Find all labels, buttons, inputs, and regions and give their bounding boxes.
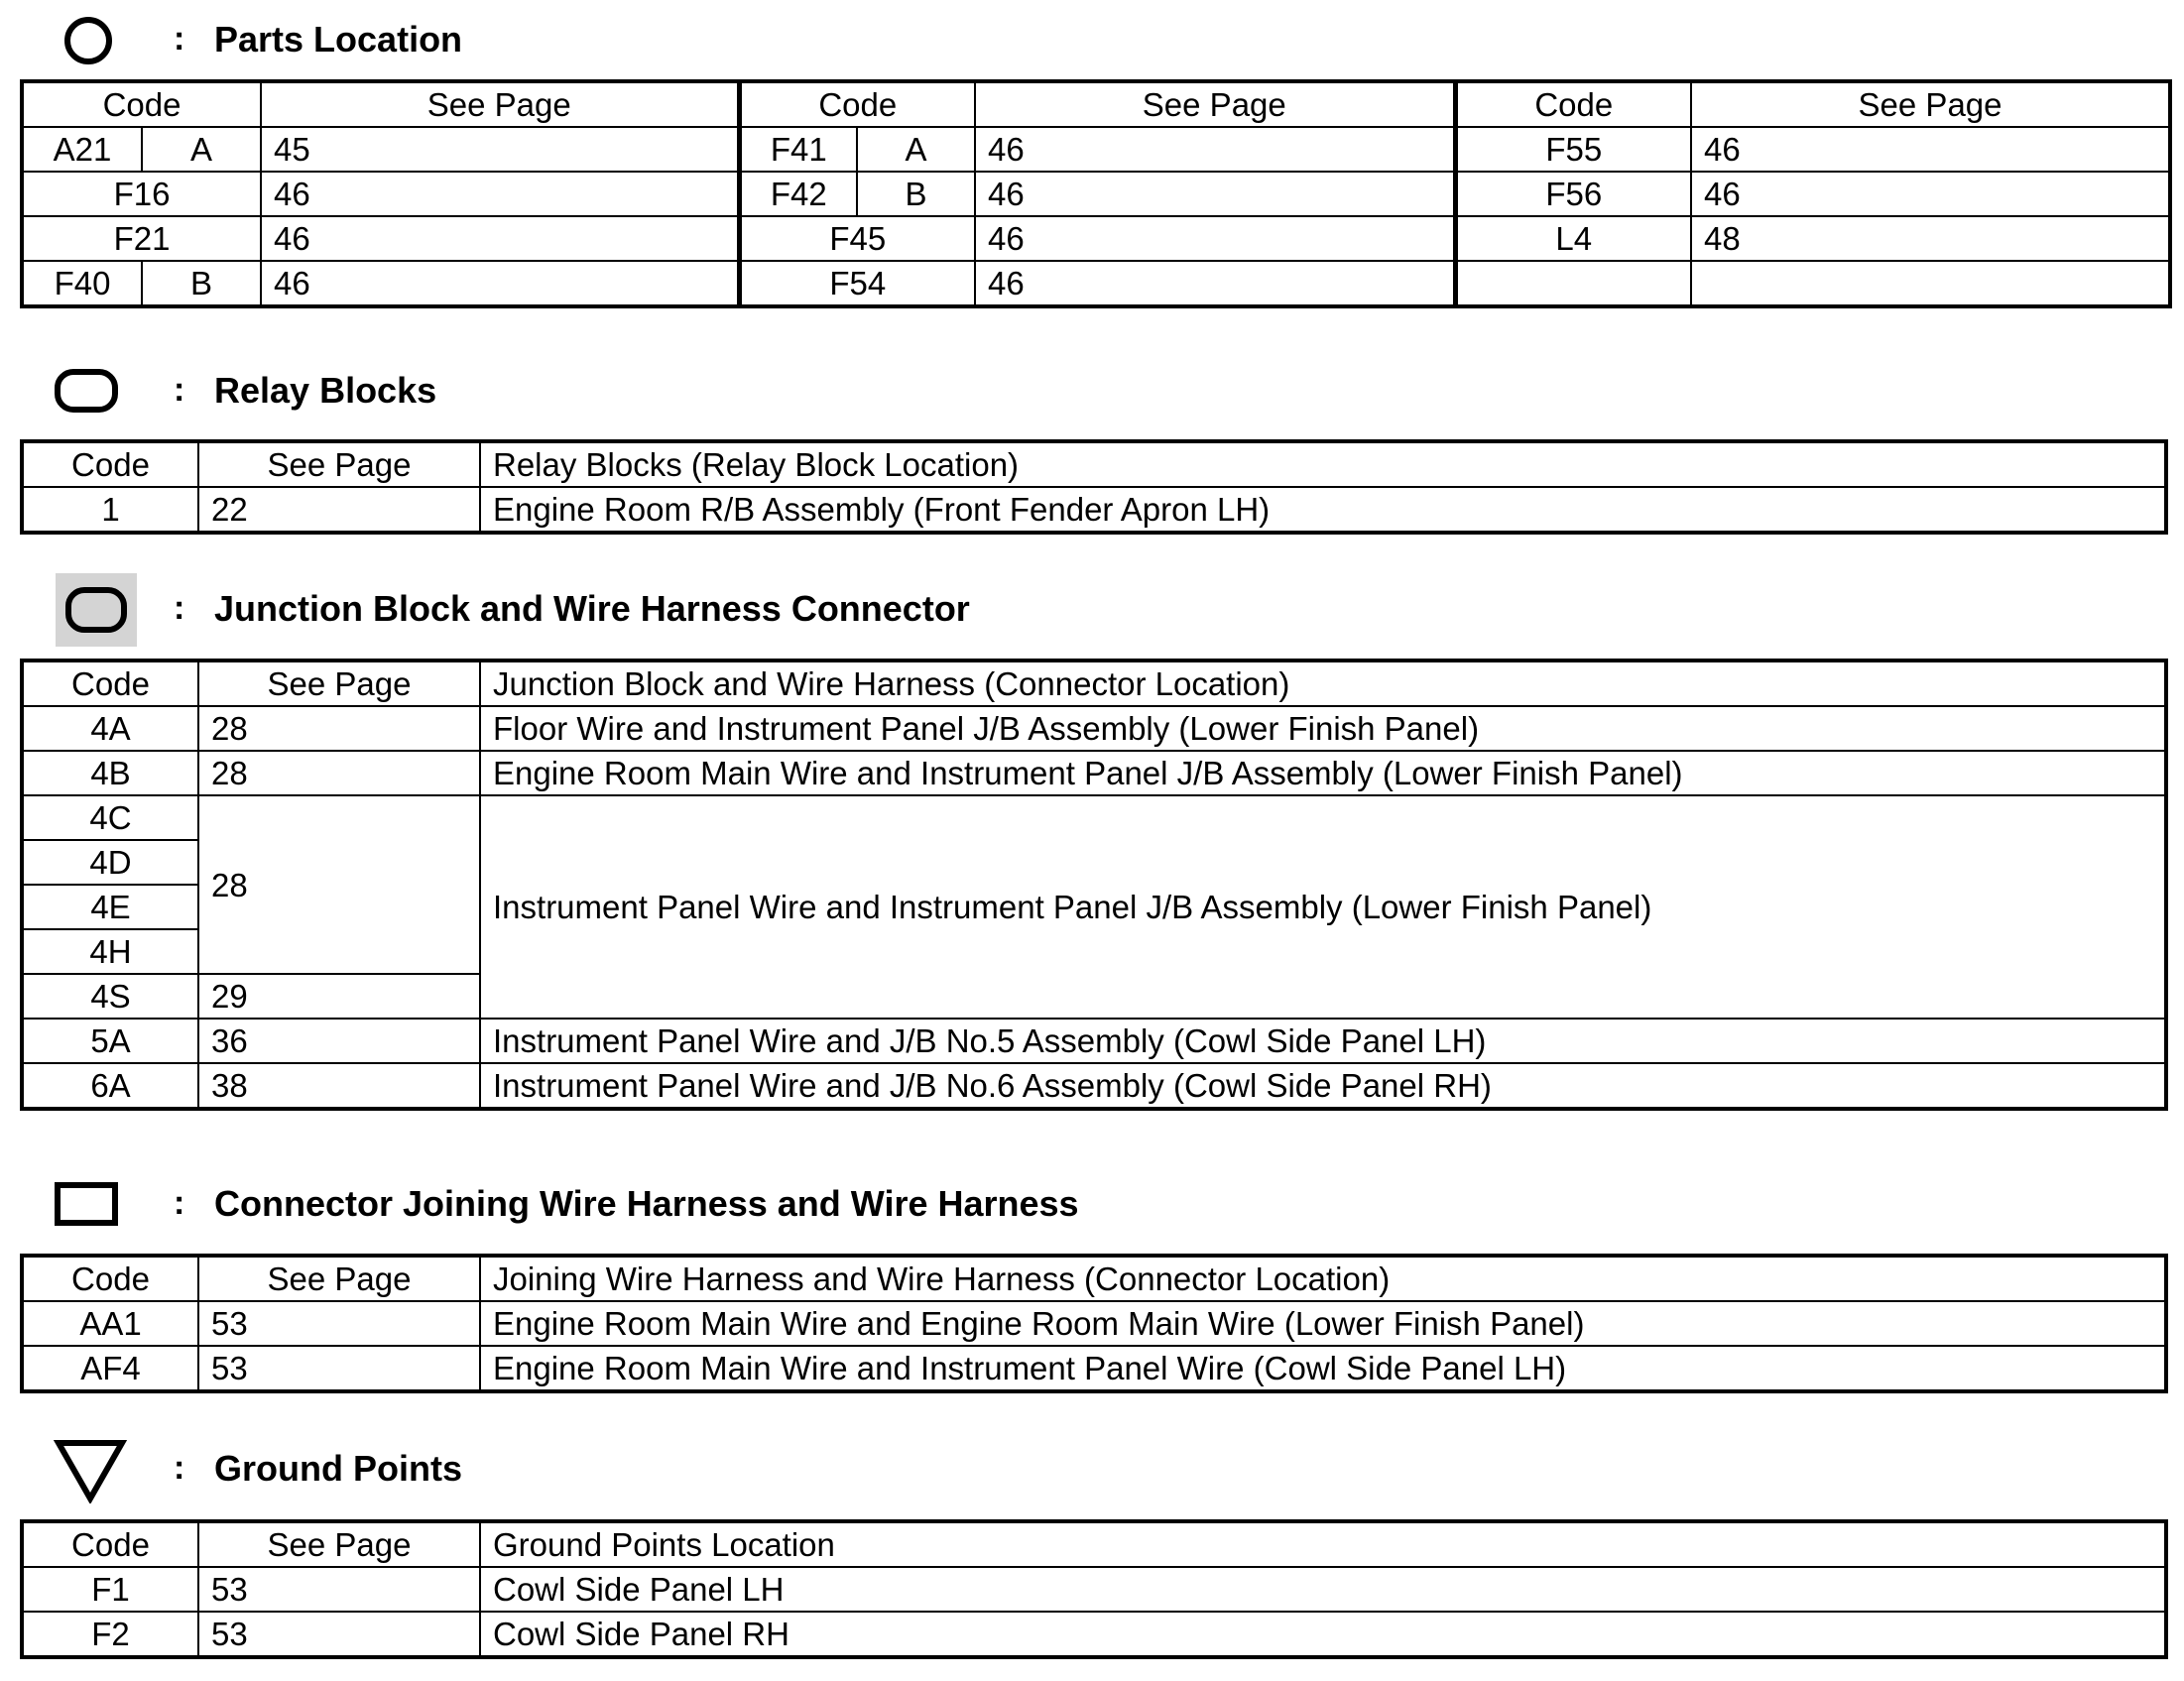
section-title: Connector Joining Wire Harness and Wire Harness [214,1183,1079,1224]
code-cell: F56 [1455,172,1691,216]
table-row [22,1567,2166,1612]
sub-code-cell: A [857,127,975,172]
page-cell: 53 [198,1301,480,1346]
page-cell: 38 [198,1063,480,1109]
header-see-page: See Page [198,441,480,487]
description-cell: Engine Room R/B Assembly (Front Fender Apron LH) [480,487,2166,533]
code-cell: 5A [22,1019,198,1063]
table-header-row [22,1256,2166,1301]
table-header-row [22,1521,2166,1567]
description-cell: Engine Room Main Wire and Engine Room Main Wire (Lower Finish Panel) [480,1301,2166,1346]
code-cell: AA1 [22,1301,198,1346]
rectangle-icon [54,1181,119,1227]
code-cell: F54 [739,261,975,306]
table-row [22,751,2166,795]
header-see-page: See Page [1691,81,2170,127]
table-header-row [22,441,2166,487]
page-cell: 46 [975,216,1455,261]
table-row [22,172,2170,216]
header-description: Junction Block and Wire Harness (Connector Location) [480,660,2166,706]
page-cell: 46 [975,127,1455,172]
parts-location-header [0,0,1389,79]
section-title: Parts Location [214,19,463,60]
description-cell: Cowl Side Panel RH [480,1612,2166,1657]
page-cell: 22 [198,487,480,533]
page-cell: 45 [261,127,739,172]
code-cell: 4D [22,840,198,885]
rounded-rectangle-icon [54,368,119,414]
code-cell [1455,261,1691,306]
section-colon: : [174,1184,185,1222]
code-cell: 1 [22,487,198,533]
shaded-rounded-rectangle-icon [56,573,137,647]
page-cell: 29 [198,974,480,1019]
header-description: Ground Points Location [480,1521,2166,1567]
description-cell: Instrument Panel Wire and Instrument Panel J/B Assembly (Lower Finish Panel) [480,795,2166,1019]
code-cell: F21 [22,216,261,261]
section-colon: : [174,20,185,58]
header-see-page: See Page [198,660,480,706]
circle-icon [61,14,115,67]
sub-code-cell: B [857,172,975,216]
table-row [22,1346,2166,1391]
page-cell: 46 [1691,172,2170,216]
table-row [22,795,2166,840]
connector-joining-header [0,1165,1389,1245]
table-row [22,127,2170,172]
page-cell: 46 [261,261,739,306]
code-cell: 4E [22,885,198,929]
table-header-row [22,81,2170,127]
triangle-down-icon [54,1438,127,1503]
header-see-page: See Page [198,1521,480,1567]
table-header-row [22,660,2166,706]
table-row [22,261,2170,306]
header-description: Joining Wire Harness and Wire Harness (Connector Location) [480,1256,2166,1301]
section-colon: : [174,589,185,627]
code-cell: F42 [739,172,857,216]
code-cell: F55 [1455,127,1691,172]
code-cell: 4C [22,795,198,840]
page-cell: 53 [198,1346,480,1391]
section-colon: : [174,1449,185,1487]
header-code: Code [22,1521,198,1567]
code-cell: 4S [22,974,198,1019]
description-cell: Cowl Side Panel LH [480,1567,2166,1612]
parts-location-table [20,79,2172,308]
code-cell: F40 [22,261,142,306]
code-cell: 4B [22,751,198,795]
code-cell: F1 [22,1567,198,1612]
ground-points-table [20,1519,2168,1659]
page-cell: 46 [261,172,739,216]
page-cell: 53 [198,1567,480,1612]
relay-blocks-table [20,439,2168,535]
description-cell: Engine Room Main Wire and Instrument Panel J/B Assembly (Lower Finish Panel) [480,751,2166,795]
header-code: Code [1455,81,1691,127]
page-cell: 46 [1691,127,2170,172]
sub-code-cell: B [142,261,261,306]
table-row [22,706,2166,751]
junction-block-header [0,570,1389,650]
description-cell: Engine Room Main Wire and Instrument Panel Wire (Cowl Side Panel LH) [480,1346,2166,1391]
page-cell: 36 [198,1019,480,1063]
relay-blocks-header [0,352,1389,431]
junction-block-table [20,659,2168,1111]
sub-code-cell: A [142,127,261,172]
table-row [22,1301,2166,1346]
page-cell: 28 [198,795,480,974]
header-see-page: See Page [198,1256,480,1301]
page-cell: 28 [198,706,480,751]
table-row [22,1612,2166,1657]
header-see-page: See Page [261,81,739,127]
section-title: Junction Block and Wire Harness Connector [214,588,970,629]
description-cell: Floor Wire and Instrument Panel J/B Assembly (Lower Finish Panel) [480,706,2166,751]
page-cell: 28 [198,751,480,795]
section-colon: : [174,371,185,409]
description-cell: Instrument Panel Wire and J/B No.6 Assembly (Cowl Side Panel RH) [480,1063,2166,1109]
header-code: Code [22,660,198,706]
description-cell: Instrument Panel Wire and J/B No.5 Assembly (Cowl Side Panel LH) [480,1019,2166,1063]
table-row [22,1063,2166,1109]
page-cell: 46 [975,172,1455,216]
code-cell: F45 [739,216,975,261]
page-cell: 46 [261,216,739,261]
section-title: Relay Blocks [214,370,437,411]
connector-joining-table [20,1254,2168,1393]
table-row [22,1019,2166,1063]
code-cell: F41 [739,127,857,172]
header-code: Code [22,81,261,127]
page-cell: 46 [975,261,1455,306]
header-code: Code [739,81,975,127]
header-description: Relay Blocks (Relay Block Location) [480,441,2166,487]
header-code: Code [22,1256,198,1301]
code-cell: 4A [22,706,198,751]
page-cell: 53 [198,1612,480,1657]
code-cell: L4 [1455,216,1691,261]
code-cell: 4H [22,929,198,974]
ground-points-header [0,1430,1389,1509]
section-title: Ground Points [214,1448,462,1489]
table-row [22,216,2170,261]
header-code: Code [22,441,198,487]
table-row [22,487,2166,533]
page-cell: 48 [1691,216,2170,261]
code-cell: A21 [22,127,142,172]
page-cell [1691,261,2170,306]
code-cell: F2 [22,1612,198,1657]
code-cell: AF4 [22,1346,198,1391]
header-see-page: See Page [975,81,1455,127]
code-cell: 6A [22,1063,198,1109]
code-cell: F16 [22,172,261,216]
